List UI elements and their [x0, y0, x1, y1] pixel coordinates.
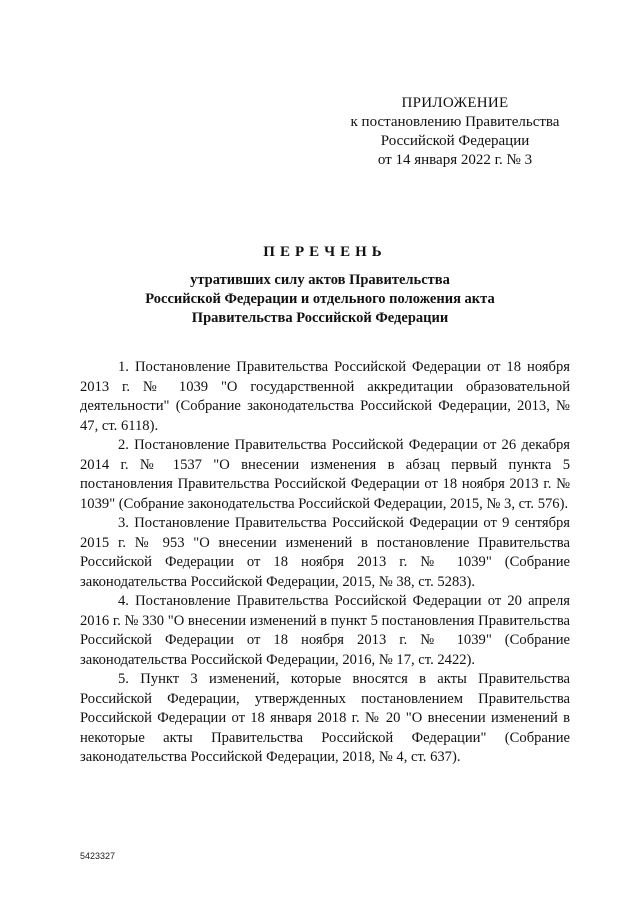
appendix-heading: ПРИЛОЖЕНИЕ	[401, 95, 509, 111]
document-body	[80, 358, 570, 768]
document-subtitle	[120, 271, 520, 328]
subtitle-line-1: утративших силу актов Правительства	[190, 272, 450, 288]
list-item-4: 4. Постановление Правительства Российской Федерации от 20 апреля 2016 г. № 330 "О внесении изменений в пункт 5 постановления Правительства Российской Федерации от 18 ноября 2013 г. № 1039" (Собрание законодательства Российской Федерации, 2016, № 17, ст. 2422).	[80, 593, 570, 668]
list-item-1: 1. Постановление Правительства Российской Федерации от 18 ноября 2013 г. № 1039 "О государственной аккредитации образовательной деятельности" (Собрание законодательства Российской Федерации, 2013, № 47, ст. 6118).	[80, 359, 570, 434]
document-title: ПЕРЕЧЕНЬ	[263, 244, 387, 260]
subtitle-line-2: Российской Федерации и отдельного положения акта	[145, 291, 495, 307]
subtitle-line-3: Правительства Российской Федерации	[191, 310, 449, 326]
appendix-line-2: Российской Федерации	[380, 133, 530, 149]
list-item-5: 5. Пункт 3 изменений, которые вносятся в акты Правительства Российской Федерации, утвержденных постановлением Правительства Российской Федерации от 18 января 2018 г. № 20 "О внесении изменений в некоторые акты Правительства Российской Федерации" (Собрание законодательства Российской Федерации, 2018, № 4, ст. 637).	[80, 671, 570, 765]
appendix-line-1: к постановлению Правительства	[350, 114, 560, 130]
list-item-3: 3. Постановление Правительства Российской Федерации от 9 сентября 2015 г. № 953 "О внесении изменений в постановление Правительства Российской Федерации от 18 ноября 2013 г. № 1039" (Собрание законодательства Российской Федерации, 2015, № 38, ст. 5283).	[80, 515, 570, 590]
appendix-block	[340, 94, 570, 170]
footer-document-code: 5423327	[80, 851, 116, 861]
list-item-2: 2. Постановление Правительства Российской Федерации от 26 декабря 2014 г. № 1537 "О внесении изменения в абзац первый пункта 5 постановления Правительства Российской Федерации от 18 ноября 2013 г. № 1039" (Собрание законодательства Российской Федерации, 2015, № 3, ст. 576).	[80, 437, 570, 512]
appendix-line-3: от 14 января 2022 г. № 3	[377, 152, 533, 168]
